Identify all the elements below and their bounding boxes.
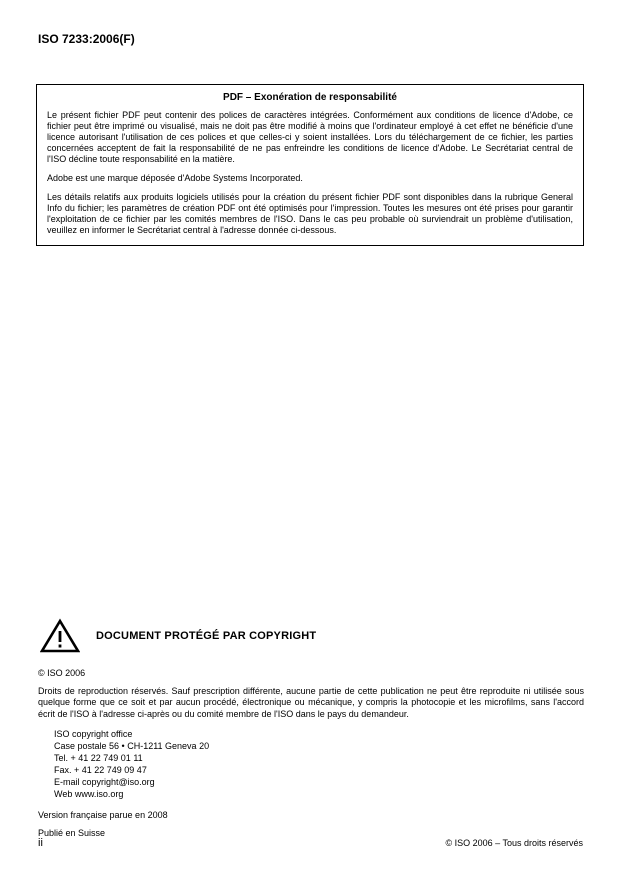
disclaimer-paragraph-1: Le présent fichier PDF peut contenir des polices de caractères intégrées. Conformément aux conditions de licence d'Adobe, ce fichier peut être imprimé ou visualisé, mais ne doit pas être modifié à moins que l'ordinateur employé à cet effet ne bénéficie d'une licence autorisant l'utilisation de ces polices et que celles-ci y soient installées. Lors du téléchargement de ce fichier, les parties concernées acceptent de fait la responsabilité de ne pas enfreindre les conditions de licence d'Adobe. Le Secrétariat central de l'ISO décline toute responsabilité en la matière. <box>47 110 573 164</box>
disclaimer-title: PDF – Exonération de responsabilité <box>223 92 397 103</box>
pdf-disclaimer-box <box>36 84 584 246</box>
copyright-section <box>38 618 584 839</box>
warning-triangle-icon <box>40 618 80 654</box>
address-line-web: Web www.iso.org <box>54 789 124 800</box>
page-footer <box>38 837 583 849</box>
disclaimer-paragraph-2: Adobe est une marque déposée d'Adobe Systems Incorporated. <box>47 172 303 183</box>
copyright-year-line: © ISO 2006 <box>38 668 86 678</box>
disclaimer-paragraph-3: Les détails relatifs aux produits logiciels utilisés pour la création du présent fichier PDF sont disponibles dans la rubrique General Info du fichier; les paramètres de création PDF ont été optimisés pour l'impression. Toutes les mesures ont été prises pour garantir l'exploitation de ce fichier par les comités membres de l'ISO. Dans le cas peu probable où surviendrait un problème d'utilisation, veuillez en informer le Secrétariat central à l'adresse donnée ci-dessous. <box>47 191 573 235</box>
address-line-office: ISO copyright office <box>54 728 133 739</box>
page-number: ii <box>38 837 43 849</box>
french-version-line: Version française parue en 2008 <box>38 809 168 820</box>
address-line-fax: Fax. + 41 22 749 09 47 <box>54 765 147 776</box>
copyright-protected-title: DOCUMENT PROTÉGÉ PAR COPYRIGHT <box>96 630 317 642</box>
copyright-banner <box>38 618 584 654</box>
address-line-tel: Tel. + 41 22 749 01 11 <box>54 753 143 764</box>
address-line-email: E-mail copyright@iso.org <box>54 777 155 788</box>
reproduction-rights-text: Droits de reproduction réservés. Sauf prescription différente, aucune partie de cette publication ne peut être reproduite ni utilisée sous quelque forme que ce soit et par aucun procédé, électronique ou mécanique, y compris la photocopie et les microfilms, sans l'accord écrit de l'ISO à l'adresse ci-après ou du comité membre de l'ISO dans le pays du demandeur. <box>38 686 584 719</box>
published-in-line: Publié en Suisse <box>38 827 106 838</box>
address-line-postal: Case postale 56 • CH-1211 Geneva 20 <box>54 740 210 751</box>
document-reference-header: ISO 7233:2006(F) <box>38 32 135 46</box>
footer-copyright-notice: © ISO 2006 – Tous droits réservés <box>445 838 583 848</box>
iso-address-block <box>54 728 584 801</box>
